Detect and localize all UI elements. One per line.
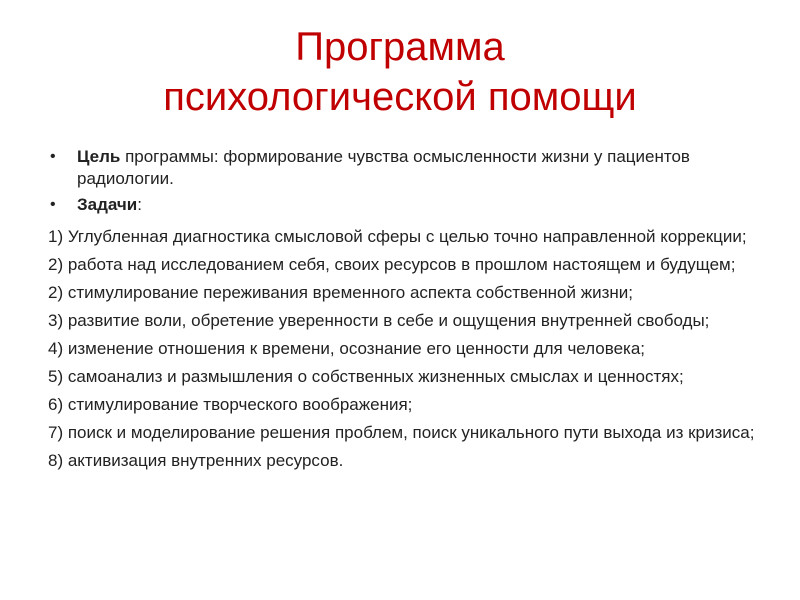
bullet-tasks (48, 194, 758, 216)
bullet-list (48, 146, 758, 220)
bullet-dot-icon: • (50, 196, 56, 213)
task-item: 2) стимулирование переживания временного аспекта собственной жизни; (48, 283, 633, 302)
bullet-dot-icon: • (50, 148, 56, 165)
task-item: 3) развитие воли, обретение уверенности в себе и ощущения внутренней свободы; (48, 311, 710, 330)
bullet-goal-text: программы: формирование чувства осмысленности жизни у пациентов радиологии. (77, 147, 690, 188)
task-item: 8) активизация внутренних ресурсов. (48, 451, 344, 470)
task-item: 5) самоанализ и размышления о собственных жизненных смыслах и ценностях; (48, 367, 684, 386)
slide-title (0, 22, 800, 122)
task-list (48, 226, 760, 478)
bullet-tasks-label: Задачи (77, 195, 138, 214)
title-line-2: психологической помощи (163, 75, 637, 119)
bullet-tasks-text: : (137, 195, 142, 214)
task-item: 7) поиск и моделирование решения проблем, поиск уникального пути выхода из кризиса; (48, 423, 755, 442)
task-item: 1) Углубленная диагностика смысловой сферы с целью точно направленной коррекции; (48, 227, 747, 246)
task-item: 4) изменение отношения к времени, осознание его ценности для человека; (48, 339, 646, 358)
bullet-goal (48, 146, 758, 190)
title-line-1: Программа (295, 25, 505, 69)
bullet-goal-label: Цель (77, 147, 121, 166)
task-item: 6) стимулирование творческого воображения; (48, 395, 413, 414)
task-item: 2) работа над исследованием себя, своих ресурсов в прошлом настоящем и будущем; (48, 255, 736, 274)
